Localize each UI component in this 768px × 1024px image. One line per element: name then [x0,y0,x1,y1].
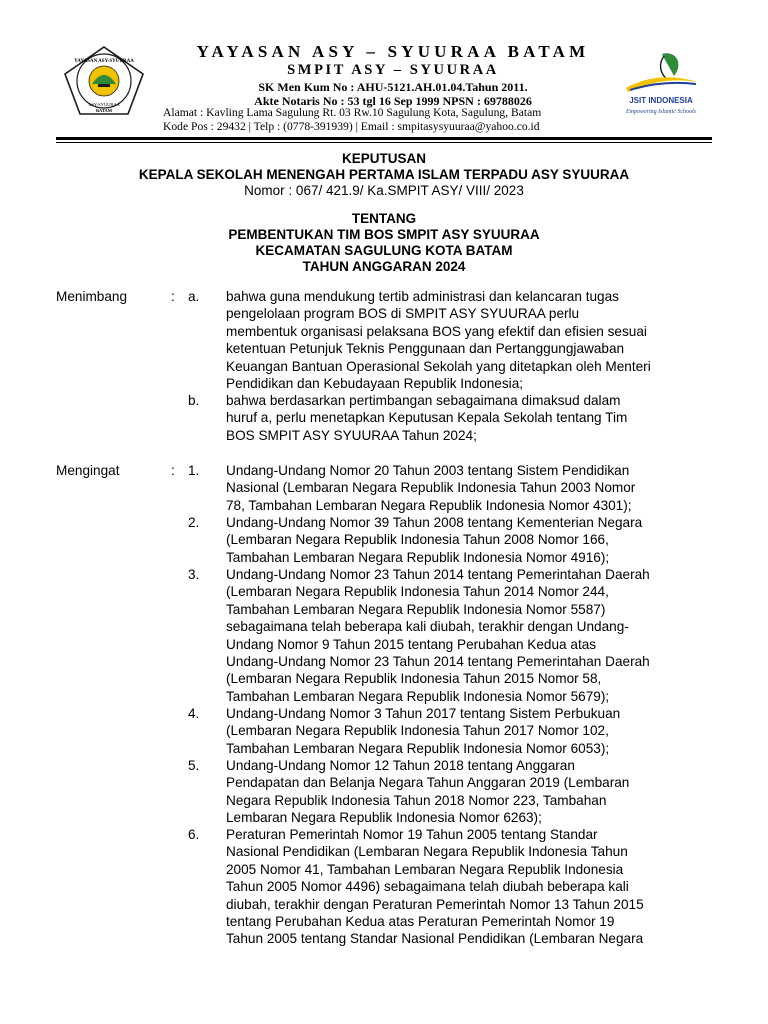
decree-heading: KEPUTUSAN [341,151,426,166]
text-line: sebagaimana telah beberapa kali diubah, terakhir dengan Undang- [226,619,629,635]
mengingat-marker-3: 3. [188,567,200,582]
text-line: Keuangan Bantuan Operasional Sekolah yang ditetapkan oleh Menteri [226,358,651,374]
text-line: Undang-Undang Nomor 12 Tahun 2018 tentang Anggaran [226,758,575,773]
decree-issuer: KEPALA SEKOLAH MENENGAH PERTAMA ISLAM TERPADU ASY SYUURAA [138,167,630,182]
logo-left-bottom-text: BATAM [95,108,113,113]
text-line: Undang-Undang Nomor 3 Tahun 2017 tentang Sistem Perbukuan [226,706,621,721]
text-line: diubah, terakhir dengan Peraturan Pemerintah Nomor 13 Tahun 2015 [226,896,644,912]
mengingat-item-3 [226,566,699,705]
decree-subject-1: PEMBENTUKAN TIM BOS SMPIT ASY SYUURAA [228,227,540,242]
text-line: (Lembaran Negara Republik Indonesia Tahun 2014 Nomor 244, [226,584,609,600]
letterhead-akte: Akte Notaris No : 53 tgl 16 Sep 1999 NPSN : 69788026 [254,94,532,108]
decree-about: TENTANG [351,211,417,226]
letterhead-contact: Kode Pos : 29432 | Telp : (0778-391939) | Email : smpitasysyuuraa@yahoo.co.id [163,120,540,133]
menimbang-colon: : [171,289,175,304]
mengingat-colon: : [171,463,175,478]
text-line: huruf a, perlu menetapkan Keputusan Kepala Sekolah tentang Tim [226,410,628,426]
text-line: Undang-Undang Nomor 39 Tahun 2008 tentang Kementerian Negara [226,515,643,530]
decree-number: Nomor : 067/ 421.9/ Ka.SMPIT ASY/ VIII/ 2023 [244,183,524,198]
text-line: Nasional (Lembaran Negara Republik Indonesia Tahun 2003 Nomor [226,480,636,496]
text-line: Negara Republik Indonesia Tahun 2018 Nomor 223, Tambahan [226,792,607,808]
text-line: (Lembaran Negara Republik Indonesia Tahun 2015 Nomor 58, [226,671,602,687]
text-line: 2005 Nomor 41, Tambahan Lembaran Negara Republik Indonesia [226,861,624,877]
letterhead-rule-thin [56,142,712,143]
letterhead-org: YAYASAN ASY – SYUURAA BATAM [196,42,590,61]
text-line: membentuk organisasi pelaksana BOS yang efektif dan efisien sesuai [226,323,647,339]
decree-subject-3: TAHUN ANGGARAN 2024 [302,259,466,274]
yayasan-logo [62,44,146,116]
jsit-logo-title: JSIT INDONESIA [629,96,693,105]
mengingat-marker-1: 1. [188,463,200,478]
text-line: Pendapatan dan Belanja Negara Tahun Anggaran 2019 (Lembaran [226,775,630,791]
mengingat-item-1 [226,462,699,514]
text-line: Pendidikan dan Kebudayaan Republik Indonesia; [226,376,524,392]
menimbang-marker-a: a. [188,289,200,304]
text-line: 78, Tambahan Lembaran Negara Republik Indonesia Nomor 4301); [226,497,632,513]
menimbang-item-b [226,392,699,444]
letterhead-school: SMPIT ASY – SYUURAA [287,62,499,78]
menimbang-marker-b: b. [188,393,200,408]
mengingat-marker-6: 6. [188,827,200,842]
mengingat-marker-5: 5. [188,758,200,773]
text-line: bahwa guna mendukung tertib administrasi dan kelancaran tugas [226,289,619,304]
text-line: Tahun 2005 Nomor 4496) sebagaimana telah diubah beberapa kali [226,879,629,895]
text-line: Lembaran Negara Republik Indonesia Nomor 6263); [226,810,542,826]
text-line: tentang Perubahan Kedua atas Peraturan Pemerintah Nomor 19 [226,914,615,930]
logo-left-top-text: YAYASAN ASY-SYUURAA [74,59,134,64]
mengingat-item-5 [226,757,699,827]
text-line: Peraturan Pemerintah Nomor 19 Tahun 2005 tentang Standar [226,827,598,842]
text-line: Undang-Undang Nomor 23 Tahun 2014 tentang Pemerintahan Daerah [226,654,650,670]
letterhead-rule-thick [56,137,712,140]
text-line: bahwa berdasarkan pertimbangan sebagaimana dimaksud dalam [226,393,621,408]
text-line: Tambahan Lembaran Negara Republik Indonesia Nomor 6053); [226,740,610,756]
text-line: Tambahan Lembaran Negara Republik Indonesia Nomor 5679); [226,688,610,704]
text-line: Tambahan Lembaran Negara Republik Indonesia Nomor 5587) [226,601,606,617]
mengingat-marker-4: 4. [188,706,200,721]
mengingat-marker-2: 2. [188,515,200,530]
menimbang-label: Menimbang [56,289,128,304]
text-line: (Lembaran Negara Republik Indonesia Tahun 2008 Nomor 166, [226,532,609,548]
text-line: pengelolaan program BOS di SMPIT ASY SYUURAA perlu [226,306,580,322]
text-line: Tambahan Lembaran Negara Republik Indonesia Nomor 4916); [226,549,610,565]
jsit-logo [618,46,704,120]
text-line: Nasional Pendidikan (Lembaran Negara Republik Indonesia Tahun [226,844,628,860]
mengingat-label: Mengingat [56,463,120,478]
logo-left-middle-text: ASY-SYUURAA [88,102,120,107]
text-line: BOS SMPIT ASY SYUURAA Tahun 2024; [226,427,477,443]
text-line: Undang-Undang Nomor 20 Tahun 2003 tentang Sistem Pendidikan [226,463,630,478]
mengingat-item-2 [226,514,699,566]
letterhead-sk: SK Men Kum No : AHU-5121.AH.01.04.Tahun 2011. [258,80,528,94]
text-line: Tahun 2005 tentang Standar Nasional Pendidikan (Lembaran Negara [226,931,644,947]
text-line: ketentuan Petunjuk Teknis Penggunaan dan Pertanggungjawaban [226,341,625,357]
jsit-logo-tagline: Empowering Islamic Schools [626,109,696,115]
text-line: Undang-Undang Nomor 23 Tahun 2014 tentang Pemerintahan Daerah [226,567,650,582]
mengingat-item-4 [226,705,699,757]
mengingat-item-6 [226,826,699,948]
letterhead-address: Alamat : Kavling Lama Sagulung Rt. 03 Rw.10 Sagulung Kota, Sagulung, Batam [163,106,542,119]
menimbang-item-a [226,288,699,392]
decree-subject-2: KECAMATAN SAGULUNG KOTA BATAM [255,243,513,258]
text-line: (Lembaran Negara Republik Indonesia Tahun 2017 Nomor 102, [226,723,609,739]
text-line: Undang Nomor 9 Tahun 2015 tentang Perubahan Kedua atas [226,636,597,652]
